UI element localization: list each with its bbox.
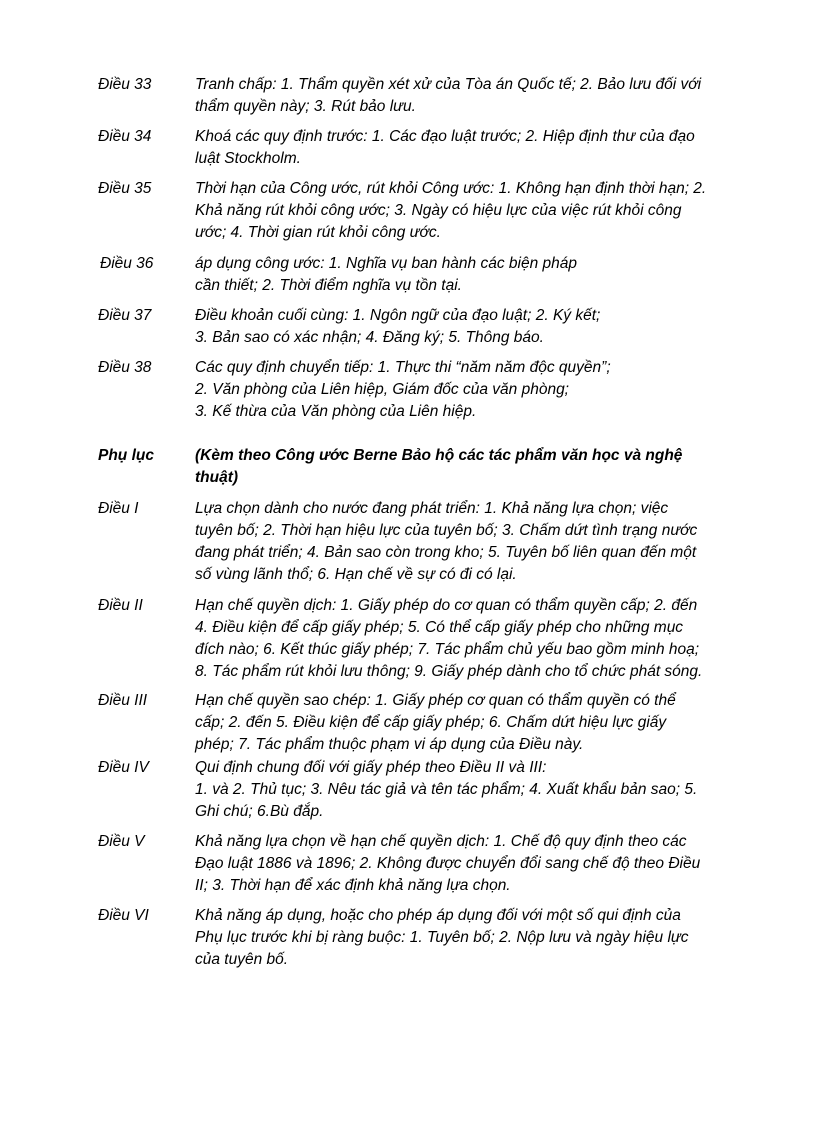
text-line: Khả năng rút khỏi công ước; 3. Ngày có hiệu lực của việc rút khỏi công: [195, 202, 682, 219]
article-text: [195, 357, 740, 423]
text-line: Khả năng lựa chọn về hạn chế quyền dịch: 1. Chế độ quy định theo các: [195, 833, 687, 850]
article-label: Điều V: [98, 833, 145, 850]
article-label: Điều 35: [98, 180, 152, 197]
text-line: áp dụng công ước: 1. Nghĩa vụ ban hành các biện pháp: [195, 255, 577, 272]
article-text: [195, 595, 740, 683]
article-text: [195, 253, 740, 297]
appendix-heading: [98, 445, 748, 489]
text-line: 4. Điều kiện để cấp giấy phép; 5. Có thể cấp giấy phép cho những mục: [195, 619, 684, 636]
text-line: 3. Bản sao có xác nhận; 4. Đăng ký; 5. Thông báo.: [195, 329, 544, 346]
text-line: Thời hạn của Công ước, rút khỏi Công ước: 1. Không hạn định thời hạn; 2.: [195, 180, 707, 197]
article-label: Điều 38: [98, 359, 152, 376]
article-label: Điều 36: [100, 255, 154, 272]
article-iii: [98, 690, 748, 756]
text-line: Phụ lục trước khi bị ràng buộc: 1. Tuyên bố; 2. Nộp lưu và ngày hiệu lực: [195, 929, 689, 946]
article-label: Điều 37: [98, 307, 152, 324]
text-line: thuật): [195, 469, 239, 486]
text-line: II; 3. Thời hạn để xác định khả năng lựa chọn.: [195, 877, 511, 894]
article-34: [98, 126, 748, 170]
article-ii: [98, 595, 748, 683]
text-line: Hạn chế quyền dịch: 1. Giấy phép do cơ quan có thẩm quyền cấp; 2. đến: [195, 597, 698, 614]
article-text: [195, 757, 740, 823]
text-line: luật Stockholm.: [195, 150, 301, 167]
article-text: [195, 74, 740, 118]
appendix-text: [195, 445, 740, 489]
article-label: Điều 34: [98, 128, 152, 145]
text-line: Các quy định chuyển tiếp: 1. Thực thi “năm năm độc quyền”;: [195, 359, 611, 376]
text-line: tuyên bố; 2. Thời hạn hiệu lực của tuyên bố; 3. Chấm dứt tình trạng nước: [195, 522, 698, 539]
article-v: [98, 831, 748, 897]
article-text: [195, 126, 740, 170]
article-text: [195, 690, 740, 756]
article-text: [195, 831, 740, 897]
text-line: Tranh chấp: 1. Thẩm quyền xét xử của Tòa án Quốc tế; 2. Bảo lưu đối với: [195, 76, 702, 93]
article-vi: [98, 905, 748, 971]
text-line: Lựa chọn dành cho nước đang phát triển: 1. Khả năng lựa chọn; việc: [195, 500, 669, 517]
article-iv: [98, 757, 748, 823]
text-line: Qui định chung đối với giấy phép theo Điều II và III:: [195, 759, 547, 776]
text-line: đích nào; 6. Kết thúc giấy phép; 7. Tác phẩm chủ yếu bao gồm minh hoạ;: [195, 641, 700, 658]
text-line: Khả năng áp dụng, hoặc cho phép áp dụng đối với một số qui định của: [195, 907, 681, 924]
text-line: 8. Tác phẩm rút khỏi lưu thông; 9. Giấy phép dành cho tổ chức phát sóng.: [195, 663, 703, 680]
text-line: Khoá các quy định trước: 1. Các đạo luật trước; 2. Hiệp định thư của đạo: [195, 128, 695, 145]
text-line: thẩm quyền này; 3. Rút bảo lưu.: [195, 98, 416, 115]
text-line: (Kèm theo Công ước Berne Bảo hộ các tác phẩm văn học và nghệ: [195, 447, 683, 464]
article-label: Điều II: [98, 597, 143, 614]
article-37: [98, 305, 748, 349]
article-text: [195, 305, 740, 349]
article-36: [98, 253, 748, 297]
text-line: đang phát triển; 4. Bản sao còn trong kho; 5. Tuyên bố liên quan đến một: [195, 544, 697, 561]
article-i: [98, 498, 748, 586]
article-text: [195, 905, 740, 971]
article-38: [98, 357, 748, 423]
appendix-label: Phụ lục: [98, 447, 154, 464]
text-line: 2. Văn phòng của Liên hiệp, Giám đốc của văn phòng;: [195, 381, 569, 398]
text-line: Hạn chế quyền sao chép: 1. Giấy phép cơ quan có thẩm quyền có thể: [195, 692, 676, 709]
text-line: Ghi chú; 6.Bù đắp.: [195, 803, 324, 820]
text-line: 3. Kế thừa của Văn phòng của Liên hiệp.: [195, 403, 477, 420]
article-text: [195, 498, 740, 586]
text-line: Điều khoản cuối cùng: 1. Ngôn ngữ của đạo luật; 2. Ký kết;: [195, 307, 601, 324]
article-label: Điều VI: [98, 907, 149, 924]
article-text: [195, 178, 740, 244]
article-label: Điều IV: [98, 759, 149, 776]
text-line: số vùng lãnh thổ; 6. Hạn chế về sự có đi có lại.: [195, 566, 517, 583]
article-33: [98, 74, 748, 118]
text-line: phép; 7. Tác phẩm thuộc phạm vi áp dụng của Điều này.: [195, 736, 584, 753]
article-label: Điều III: [98, 692, 148, 709]
text-line: cần thiết; 2. Thời điểm nghĩa vụ tồn tại.: [195, 277, 462, 294]
article-label: Điều 33: [98, 76, 152, 93]
article-label: Điều I: [98, 500, 139, 517]
text-line: 1. và 2. Thủ tục; 3. Nêu tác giả và tên tác phẩm; 4. Xuất khẩu bản sao; 5.: [195, 781, 698, 798]
text-line: của tuyên bố.: [195, 951, 289, 968]
text-line: cấp; 2. đến 5. Điều kiện để cấp giấy phép; 6. Chấm dứt hiệu lực giấy: [195, 714, 667, 731]
text-line: Đạo luật 1886 và 1896; 2. Không được chuyển đổi sang chế độ theo Điều: [195, 855, 701, 872]
article-35: [98, 178, 748, 244]
text-line: ước; 4. Thời gian rút khỏi công ước.: [195, 224, 441, 241]
